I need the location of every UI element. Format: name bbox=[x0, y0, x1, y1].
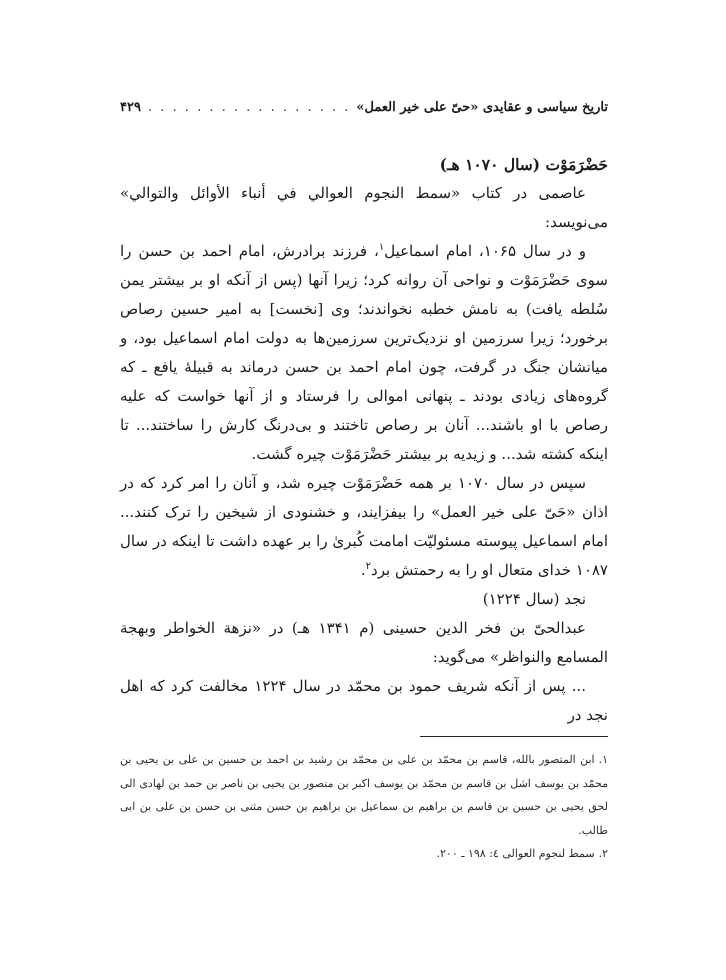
paragraph-continuation-text: سپس در سال ۱۰۷۰ بر همه حَضْرَمَوْت چیره شد، و آنان را امر کرد که در اذان «حَیّ علی خیر العمل» را بیفزایند، و خشنودی از شیخین را ترک کنند... امام اسماعیل پیوسته مسئولیّت امامت کُبریٰ را بر عهده داشت تا اینکه در سال ۱۰۸۷ خدای متعال او را به رحمتش برد bbox=[120, 474, 608, 579]
footnote-2-text: سمط لنجوم العوالی ٤: ١٩٨ ـ ٢٠٠. bbox=[436, 847, 595, 860]
footnote-1-text: ابن المتصور بالله، قاسم بن محمّد بن علی بن محمّد بن رشید بن احمد بن حسین بن علی بن یحیی بن محمّد بن یوسف اشل بن قاسم بن محمّد بن یوسف اکبر بن منصور بن یحیی بن ناصر بن حمد بن لهادی الی لحق یحیی بن حسین بن قاسم بن براهیم بن سماعیل بن براهیم بن حسن مثنی بن حسن بن علی بن ابی طالب. bbox=[120, 753, 608, 837]
paragraph-intro: عاصمی در کتاب «سمط النجوم العوالي في أنباء الأوائل والتوالي» می‌نویسد: bbox=[120, 184, 608, 231]
page-number: ۴۲۹ bbox=[120, 100, 141, 115]
section-heading: حَضْرَمَوْت (سال ۱۰۷۰ هـ) bbox=[439, 155, 608, 174]
main-text bbox=[120, 150, 608, 730]
subheading-najd: نجد (سال ۱۲۲۴) bbox=[482, 590, 586, 608]
footnote-reference-1[interactable]: ۱ bbox=[378, 242, 385, 253]
running-header bbox=[120, 100, 608, 124]
footnotes bbox=[120, 748, 608, 866]
paragraph-quote bbox=[120, 237, 608, 469]
paragraph-quote-start: و در سال ۱۰۶۵، امام اسماعیل bbox=[384, 242, 586, 260]
paragraph-source: عبدالحیّ بن فخر الدین حسینی (م ۱۳۴۱ هـ) در «نزهة الخواطر وبهجة المسامع والنواظر» می‌گوید: bbox=[120, 619, 608, 666]
footnote-1-number: ۱. bbox=[598, 753, 608, 766]
footnote-2-number: ۲. bbox=[598, 847, 608, 860]
footnote-divider bbox=[420, 736, 608, 737]
paragraph-quote-rest: ، فرزند برادرش، امام احمد بن حسن را سوی حَضْرَمَوْت و نواحی آن روانه کرد؛ زیرا آنها (پس از آنکه او بر بیشتر یمن سُلطه یافت) به نامش خطبه نخواندند؛ وی [نخست] به امیر حسین رصاص برخورد؛ زیرا سرزمین او نزدیک‌ترین سرزمین‌ها به دولت امام اسماعیل بود، و میانشان جنگ در گرفت، چون امام احمد بن حسن درماند به قبیلهٔ یافع ـ که گروه‌های زیادی بودند ـ پنهانی اموالی را فرستاد و از آنها خواست که علیه رصاص با او باشند... آنان بر رصاص تاختند و بی‌درنگ کارش را ساختند... تا اینکه کشته شد... و زیدیه بر بیشتر حَضْرَمَوْت چیره گشت. bbox=[120, 242, 608, 463]
footnote-2 bbox=[120, 842, 608, 866]
paragraph-quote-najd: ... پس از آنکه شریف حمود بن محمّد در سال ۱۲۲۴ مخالفت کرد که اهل نجد در bbox=[120, 677, 608, 724]
dot-leader bbox=[147, 100, 350, 115]
paragraph-continuation-end: . bbox=[360, 561, 366, 579]
running-header-title: تاریخ سیاسی و عقایدی «حیّ علی خیر العمل» bbox=[356, 100, 608, 115]
footnote-1 bbox=[120, 748, 608, 842]
paragraph-continuation bbox=[120, 469, 608, 585]
footnote-reference-2[interactable]: ۲ bbox=[365, 561, 372, 572]
